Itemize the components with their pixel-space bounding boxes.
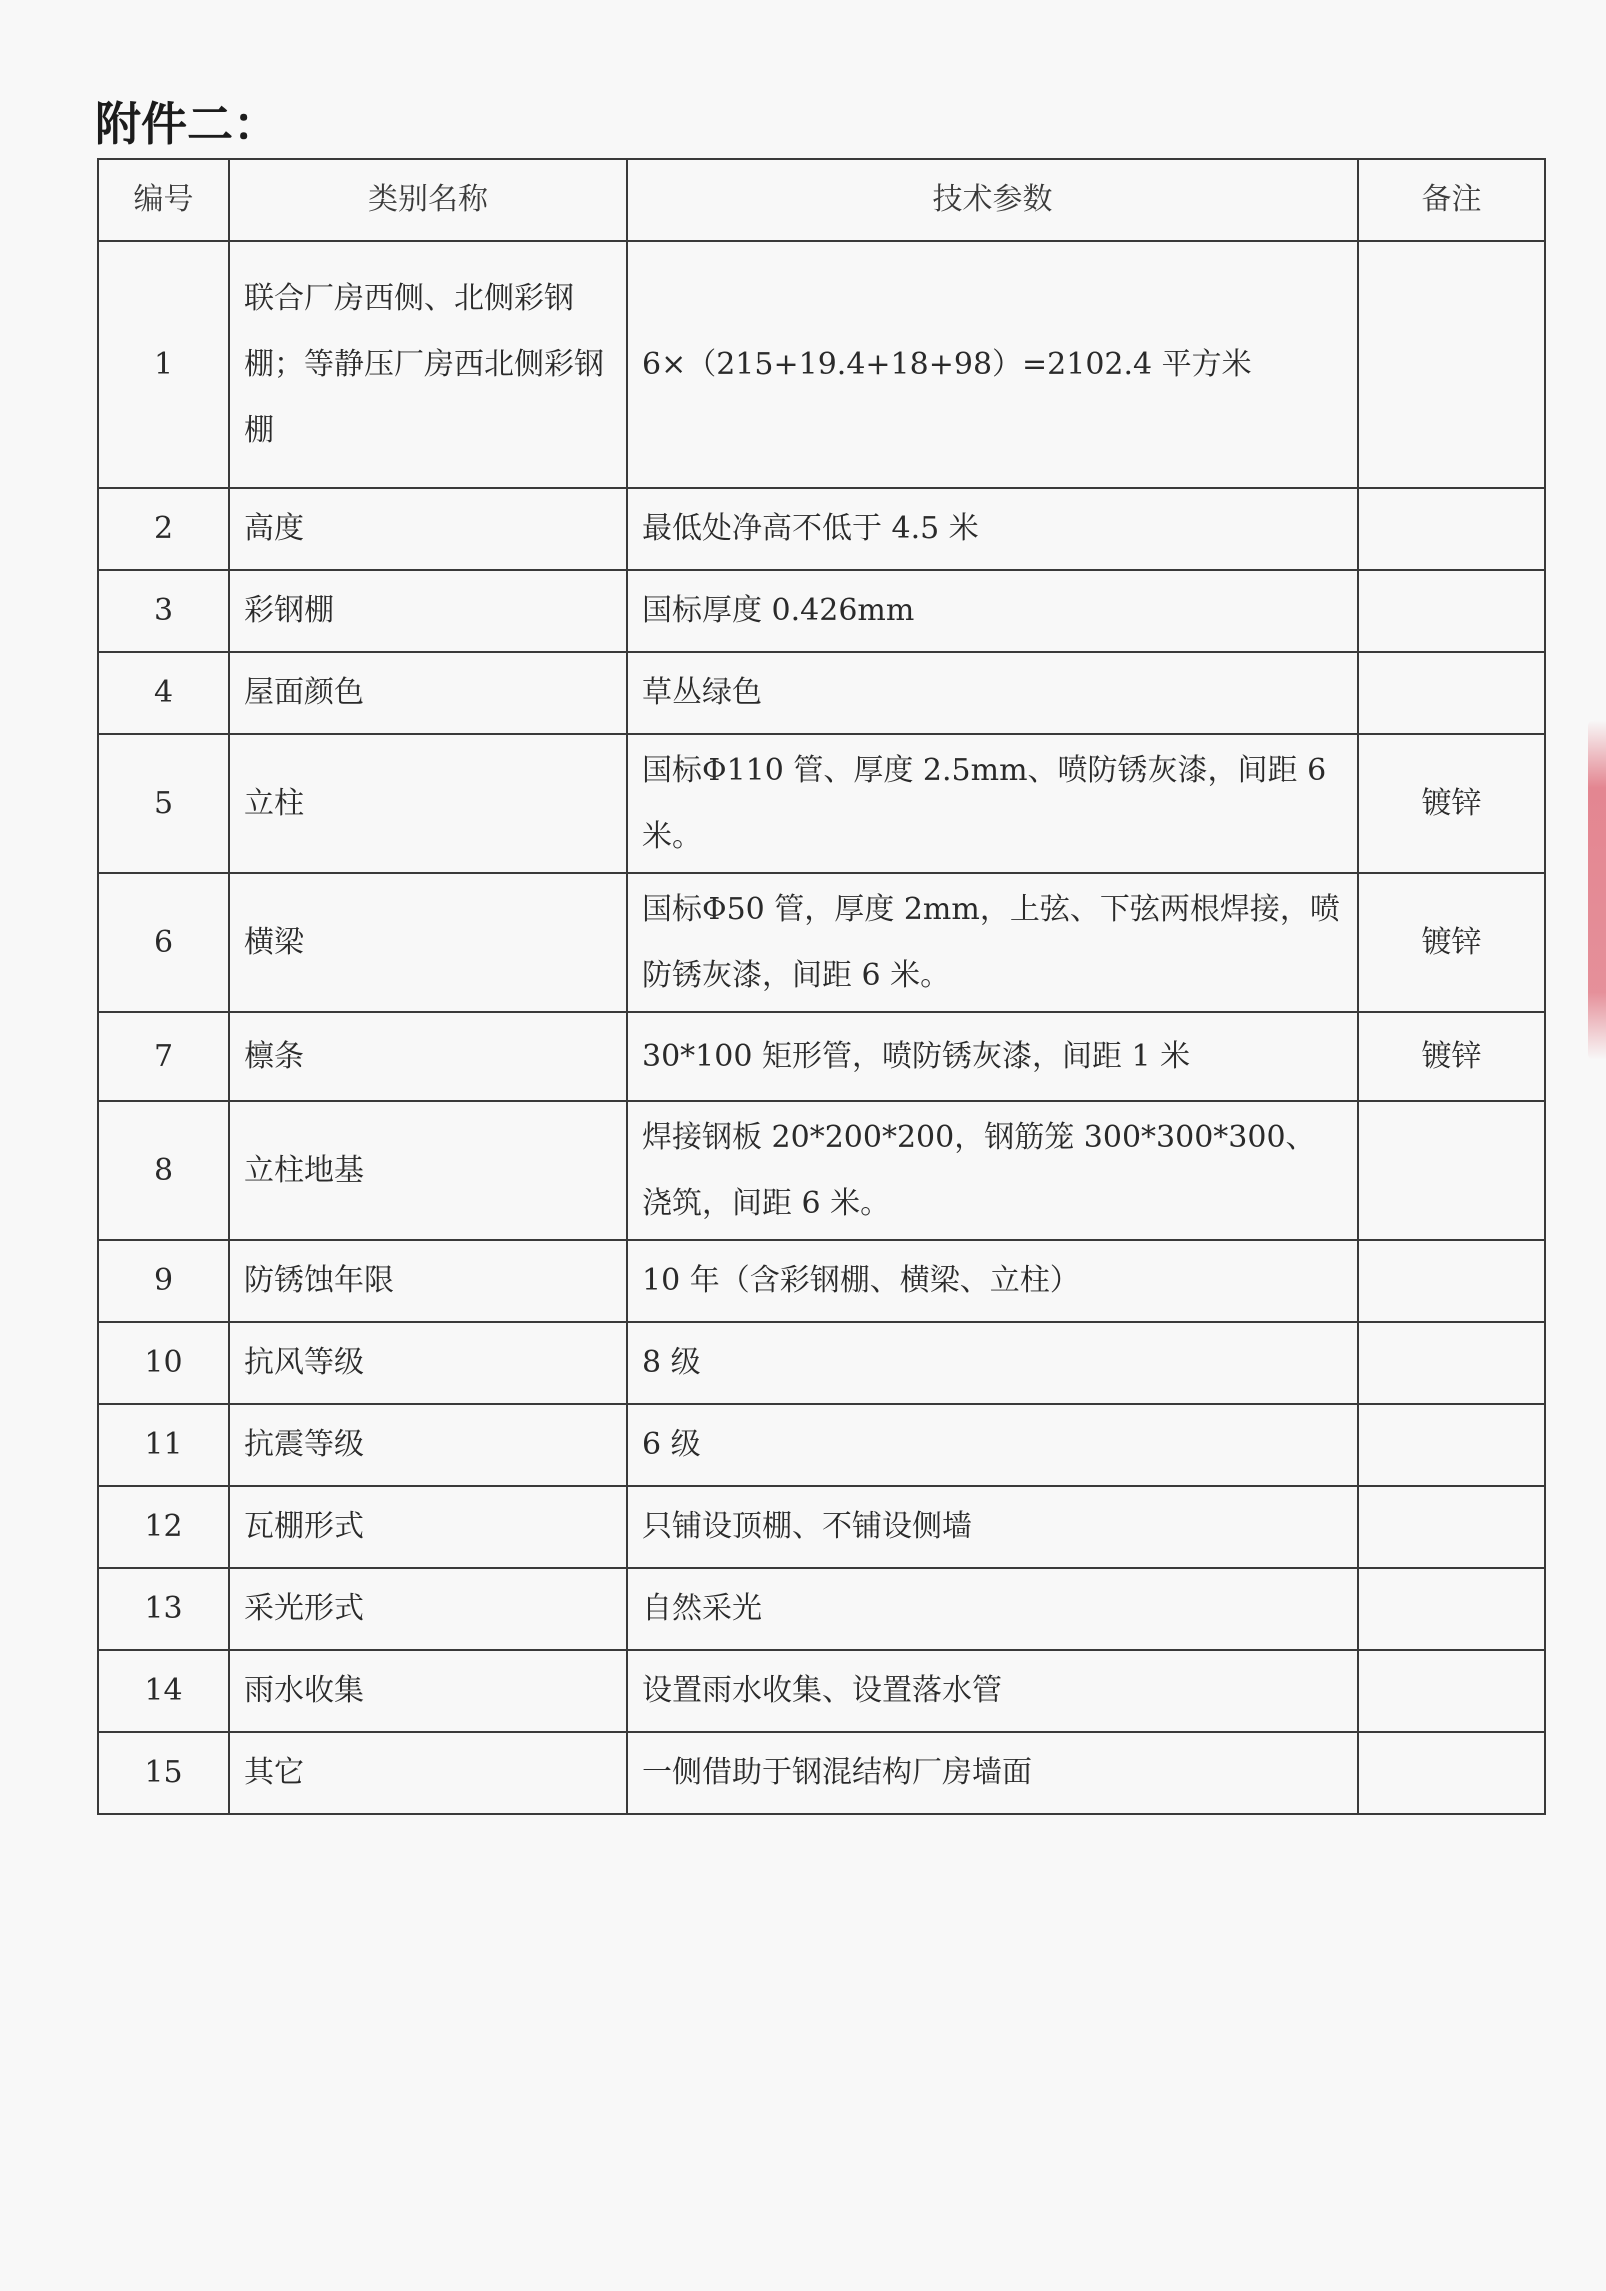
cell-remark — [1358, 1732, 1545, 1814]
cell-remark — [1358, 1404, 1545, 1486]
cell-param: 国标厚度 0.426mm — [627, 570, 1358, 652]
cell-name: 联合厂房西侧、北侧彩钢棚；等静压厂房西北侧彩钢棚 — [229, 241, 627, 488]
cell-no: 8 — [98, 1101, 229, 1240]
table-row — [98, 1240, 1545, 1322]
cell-name: 立柱 — [229, 734, 627, 873]
cell-name: 檩条 — [229, 1012, 627, 1101]
cell-no: 7 — [98, 1012, 229, 1101]
cell-no: 14 — [98, 1650, 229, 1732]
table-row — [98, 734, 1545, 873]
cell-remark — [1358, 652, 1545, 734]
cell-param: 设置雨水收集、设置落水管 — [627, 1650, 1358, 1732]
cell-param: 6×（215+19.4+18+98）=2102.4 平方米 — [627, 241, 1358, 488]
cell-name: 彩钢棚 — [229, 570, 627, 652]
cell-param: 国标Φ110 管、厚度 2.5mm、喷防锈灰漆，间距 6 米。 — [627, 734, 1358, 873]
table-row — [98, 1486, 1545, 1568]
cell-no: 12 — [98, 1486, 229, 1568]
table-row — [98, 1012, 1545, 1101]
cell-param: 最低处净高不低于 4.5 米 — [627, 488, 1358, 570]
table-row — [98, 1732, 1545, 1814]
cell-name: 屋面颜色 — [229, 652, 627, 734]
cell-no: 5 — [98, 734, 229, 873]
page-title: 附件二： — [95, 97, 279, 151]
cell-param: 一侧借助于钢混结构厂房墙面 — [627, 1732, 1358, 1814]
table-row — [98, 1322, 1545, 1404]
header-name: 类别名称 — [229, 159, 627, 241]
cell-remark: 镀锌 — [1358, 1012, 1545, 1101]
cell-no: 6 — [98, 873, 229, 1012]
cell-remark — [1358, 1240, 1545, 1322]
cell-param: 焊接钢板 20*200*200，钢筋笼 300*300*300、浇筑，间距 6 米。 — [627, 1101, 1358, 1240]
cell-name: 防锈蚀年限 — [229, 1240, 627, 1322]
table-header-row — [98, 159, 1545, 241]
table-row — [98, 652, 1545, 734]
cell-remark — [1358, 1101, 1545, 1240]
cell-name: 横梁 — [229, 873, 627, 1012]
cell-name: 立柱地基 — [229, 1101, 627, 1240]
table-row — [98, 1101, 1545, 1240]
cell-name: 采光形式 — [229, 1568, 627, 1650]
cell-param: 8 级 — [627, 1322, 1358, 1404]
header-param: 技术参数 — [627, 159, 1358, 241]
table-row — [98, 1650, 1545, 1732]
cell-param: 国标Φ50 管，厚度 2mm，上弦、下弦两根焊接，喷防锈灰漆，间距 6 米。 — [627, 873, 1358, 1012]
table-row — [98, 1404, 1545, 1486]
cell-no: 9 — [98, 1240, 229, 1322]
cell-remark — [1358, 1486, 1545, 1568]
cell-no: 1 — [98, 241, 229, 488]
cell-remark — [1358, 488, 1545, 570]
table-row — [98, 241, 1545, 488]
cell-remark — [1358, 241, 1545, 488]
table-row — [98, 488, 1545, 570]
cell-param: 只铺设顶棚、不铺设侧墙 — [627, 1486, 1358, 1568]
table-row — [98, 570, 1545, 652]
cell-param: 30*100 矩形管，喷防锈灰漆，间距 1 米 — [627, 1012, 1358, 1101]
cell-no: 10 — [98, 1322, 229, 1404]
cell-param: 草丛绿色 — [627, 652, 1358, 734]
cell-no: 15 — [98, 1732, 229, 1814]
cell-name: 抗震等级 — [229, 1404, 627, 1486]
cell-name: 瓦棚形式 — [229, 1486, 627, 1568]
cell-name: 高度 — [229, 488, 627, 570]
spec-table — [97, 158, 1546, 1815]
cell-name: 其它 — [229, 1732, 627, 1814]
cell-remark — [1358, 1650, 1545, 1732]
cell-name: 抗风等级 — [229, 1322, 627, 1404]
table-row — [98, 1568, 1545, 1650]
cell-no: 2 — [98, 488, 229, 570]
cell-remark: 镀锌 — [1358, 734, 1545, 873]
cell-param: 自然采光 — [627, 1568, 1358, 1650]
cell-remark — [1358, 570, 1545, 652]
cell-remark: 镀锌 — [1358, 873, 1545, 1012]
cell-param: 6 级 — [627, 1404, 1358, 1486]
cell-no: 11 — [98, 1404, 229, 1486]
cell-no: 3 — [98, 570, 229, 652]
cell-name: 雨水收集 — [229, 1650, 627, 1732]
cell-remark — [1358, 1322, 1545, 1404]
cell-no: 13 — [98, 1568, 229, 1650]
red-seal-edge — [1588, 720, 1606, 1060]
header-no: 编号 — [98, 159, 229, 241]
cell-remark — [1358, 1568, 1545, 1650]
table-row — [98, 873, 1545, 1012]
cell-param: 10 年（含彩钢棚、横梁、立柱） — [627, 1240, 1358, 1322]
cell-no: 4 — [98, 652, 229, 734]
header-remark: 备注 — [1358, 159, 1545, 241]
